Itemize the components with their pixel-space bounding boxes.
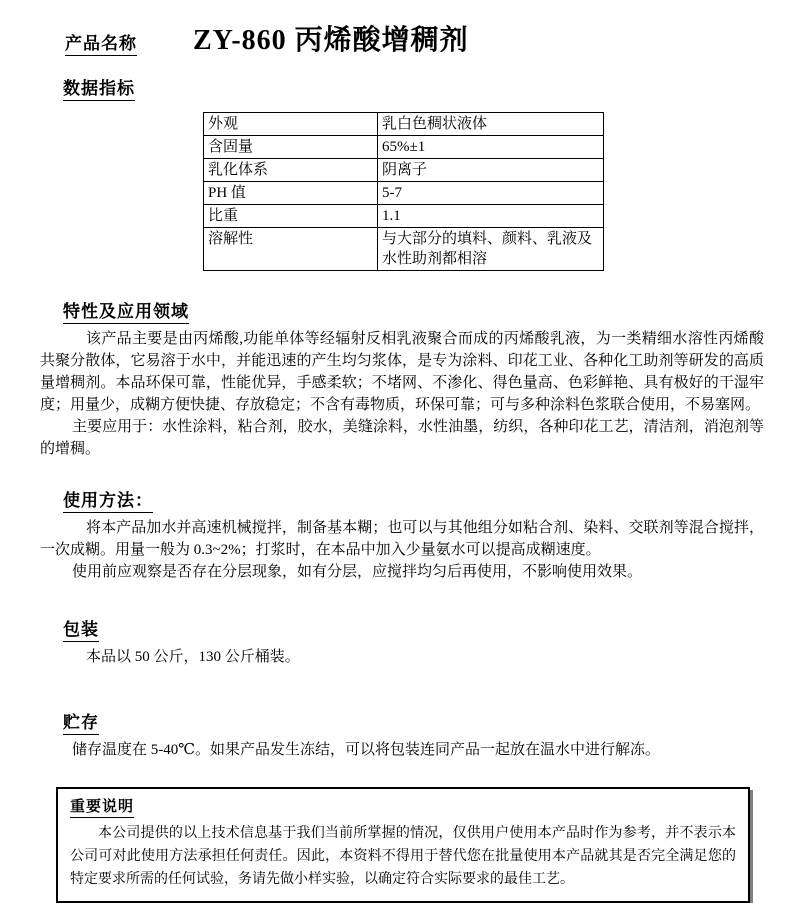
table-row [204,182,604,205]
features-applications-paragraph: 主要应用于：水性涂料，粘合剂，胶水，美缝涂料，水性油墨，纺织，各种印花工艺，清洁剂，消泡剂等的增稠。 [40,419,764,457]
packaging-section [40,615,764,668]
notice-body-text: 本公司提供的以上技术信息基于我们当前所掌握的情况，仅供用户使用本产品时作为参考，并不表示本公司可对此使用方法承担任何责任。因此，本资料不得用于替代您在批量使用本产品就其是否完全满足您的特定要求所需的任何试验，务请先做小样实验，以确定符合实际要求的最佳工艺。 [70,826,736,887]
data-indicators-section [40,74,764,271]
section-heading-usage: 使用方法： [63,486,153,513]
spec-name: 乳化体系 [204,159,378,182]
important-notice-box [56,787,750,903]
document-header [65,18,764,58]
section-heading-data-indicators: 数据指标 [63,74,135,101]
features-paragraph: 该产品主要是由丙烯酸,功能单体等经辐射反相乳液聚合而成的丙烯酸乳液，为一类精细水溶性丙烯酸共聚分散体，它易溶于水中，并能迅速的产生均匀浆体，是专为涂料、印花工业、各种化工助剂等研发的高质量增稠剂。本品环保可靠，性能优异，手感柔软；不堵网、不渗化、得色量高、色彩鲜艳、具有极好的干湿牢度；用量少，成糊方便快捷、存放稳定；不含有毒物质，环保可靠；可与多种涂料色浆联合使用，不易塞网。 [40,331,764,413]
spec-value: 65%±1 [378,136,604,159]
spec-name: 含固量 [204,136,378,159]
spec-value: 乳白色稠状液体 [378,113,604,136]
storage-paragraph: 储存温度在 5-40℃。如果产品发生冻结，可以将包装连同产品一起放在温水中进行解冻。 [72,742,661,758]
table-row [204,136,604,159]
section-heading-storage: 贮存 [63,708,99,735]
notice-heading: 重要说明 [70,795,134,818]
spec-name: 溶解性 [204,228,378,271]
usage-section [40,486,764,583]
table-row [204,159,604,182]
table-row [204,228,604,271]
spec-name: 比重 [204,205,378,228]
usage-paragraph: 将本产品加水并高速机械搅拌，制备基本糊；也可以与其他组分如粘合剂、染料、交联剂等混合搅拌，一次成糊。用量一般为 0.3~2%；打浆时，在本品中加入少量氨水可以提高成糊速度。 [40,520,764,558]
spec-name: PH 值 [204,182,378,205]
section-heading-packaging: 包装 [63,615,99,642]
page-title: ZY-860 丙烯酸增稠剂 [193,25,469,56]
spec-table [203,112,604,271]
packaging-paragraph: 本品以 50 公斤，130 公斤桶装。 [86,649,300,665]
spec-value: 1.1 [378,205,604,228]
table-row [204,113,604,136]
storage-section [40,708,764,761]
spec-value: 5-7 [378,182,604,205]
features-section [40,297,764,460]
spec-name: 外观 [204,113,378,136]
table-row [204,205,604,228]
section-heading-features: 特性及应用领域 [63,297,189,324]
spec-value: 与大部分的填料、颜料、乳液及水性助剂都相溶 [378,228,604,271]
spec-value: 阴离子 [378,159,604,182]
product-name-label: 产品名称 [65,29,137,56]
usage-note-paragraph: 使用前应观察是否存在分层现象，如有分层，应搅拌均匀后再使用，不影响使用效果。 [72,564,643,580]
